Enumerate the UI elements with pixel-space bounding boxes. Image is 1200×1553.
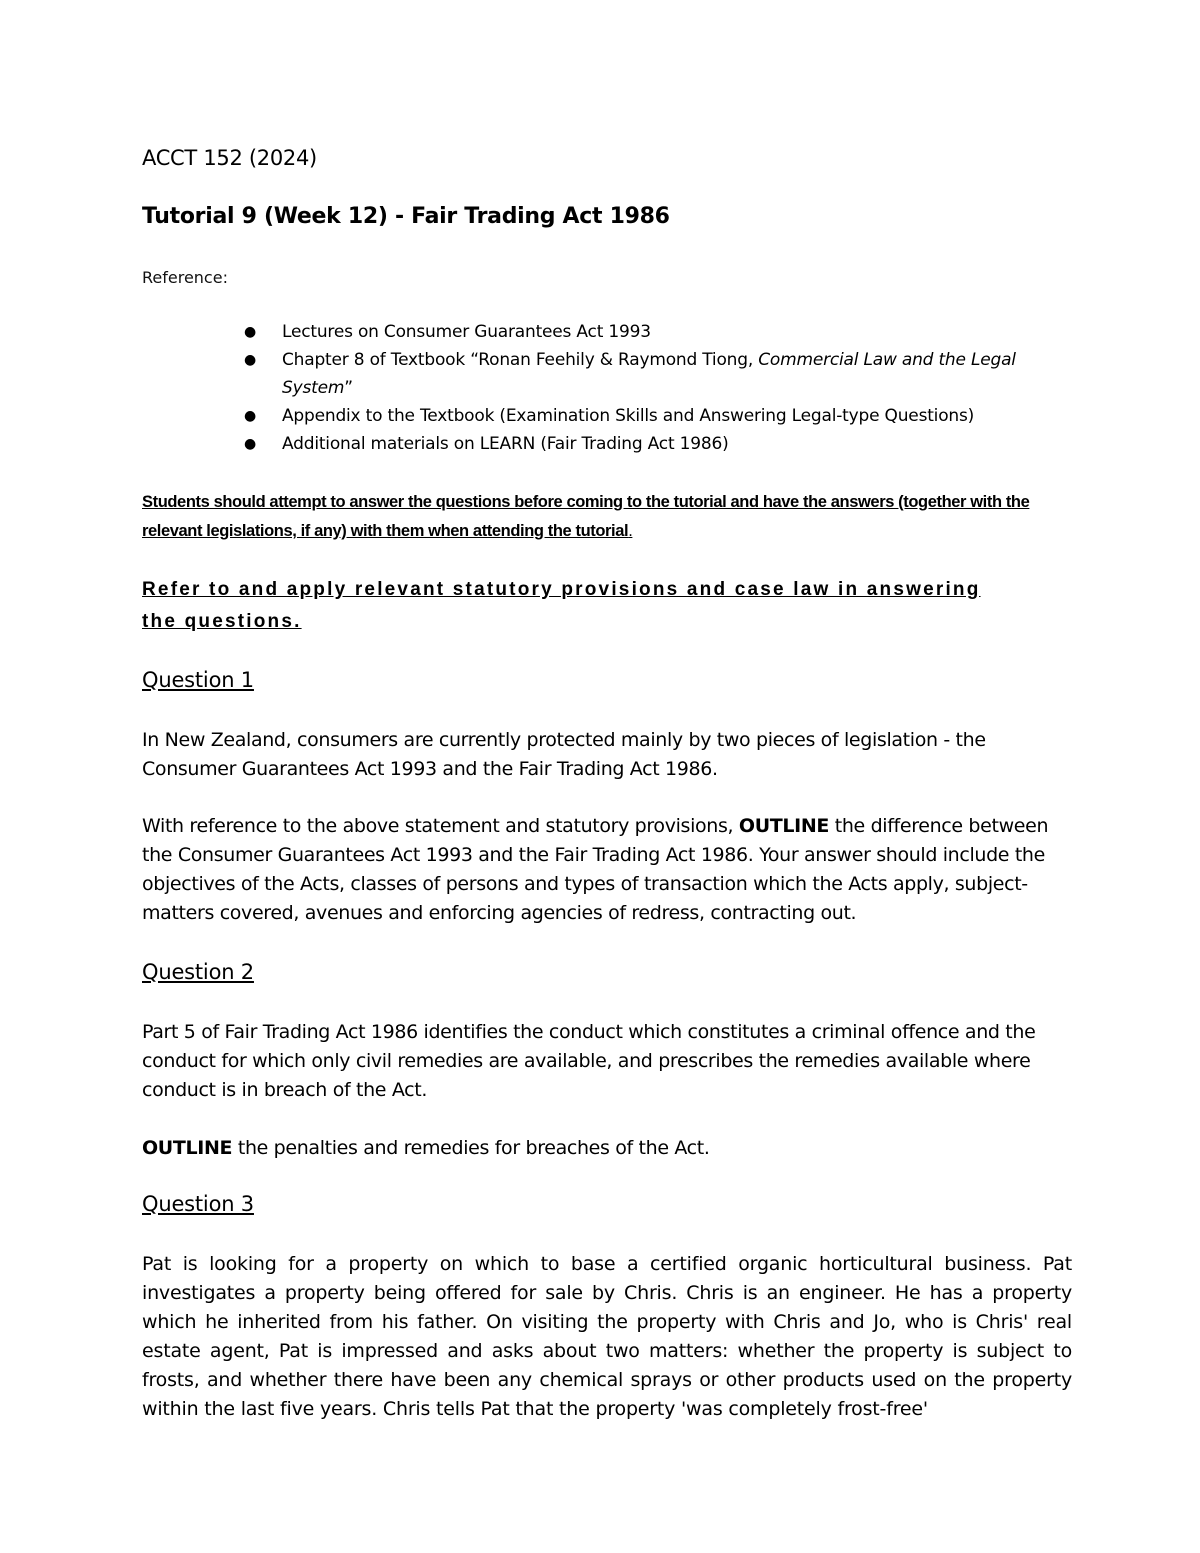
textbook-title: Commercial Law and the Legal System [282, 350, 1016, 398]
attempt-notice-period: . [628, 522, 633, 540]
question-2-task [142, 1134, 1072, 1163]
reference-text-end: ” [344, 378, 353, 398]
page-title: Tutorial 9 (Week 12) - Fair Trading Act 1986 [142, 204, 670, 229]
task-text: the difference between the Consumer Guarantees Act 1993 and the Fair Trading Act 1986. Your answer should include the objectives of the Acts, classes of persons and types of transaction which the Acts apply, subject-matters covered, avenues and enforcing agencies of redress, contracting out. [142, 815, 1049, 924]
reference-label: Reference: [142, 268, 228, 287]
bullet-icon: ● [244, 324, 257, 340]
reference-text: Appendix to the Textbook (Examination Skills and Answering Legal-type Questions) [282, 406, 975, 426]
outline-keyword: OUTLINE [738, 815, 830, 837]
question-2-paragraph: Part 5 of Fair Trading Act 1986 identifies the conduct which constitutes a criminal offence and the conduct for which only civil remedies are available, and prescribes the remedies available where conduct is in breach of the Act. [142, 1021, 1036, 1101]
reference-item [244, 430, 1076, 458]
reference-item [244, 318, 1076, 346]
reference-item [244, 346, 1076, 402]
course-code: ACCT 152 (2024) [142, 146, 317, 170]
attempt-notice-text: Students should attempt to answer the questions before coming to the tutorial and have the answers (together with the relevant legislations, if any) with them when attending the tutorial [142, 493, 1030, 540]
apply-instruction: Refer to and apply relevant statutory provisions and case law in answering the questions. [142, 579, 981, 632]
question-2-heading: Question 2 [142, 960, 254, 984]
reference-list [244, 318, 1076, 458]
task-text: With reference to the above statement and statutory provisions, [142, 815, 739, 837]
attempt-notice [142, 488, 1072, 546]
bullet-icon: ● [244, 408, 257, 424]
question-1-task [142, 812, 1072, 928]
question-3-heading: Question 3 [142, 1192, 254, 1216]
bullet-icon: ● [244, 436, 257, 452]
reference-text: Chapter 8 of Textbook “Ronan Feehily & Raymond Tiong, [282, 350, 759, 370]
bullet-icon: ● [244, 352, 257, 368]
reference-item [244, 402, 1076, 430]
reference-text: Lectures on Consumer Guarantees Act 1993 [282, 322, 651, 342]
task-text: the penalties and remedies for breaches of the Act. [232, 1137, 710, 1159]
question-3-paragraph: Pat is looking for a property on which to base a certified organic horticultural business. Pat investigates a property being offered for sale by Chris. Chris is an engineer. He has a property which he inherited from his father. On visiting the property with Chris and Jo, who is Chris' real estate agent, Pat is impressed and asks about two matters: whether the property is subject to frosts, and whether there have been any chemical sprays or other products used on the property within the last five years. Chris tells Pat that the property 'was completely frost-free' [142, 1253, 1072, 1420]
question-1-paragraph: In New Zealand, consumers are currently protected mainly by two pieces of legislation - the Consumer Guarantees Act 1993 and the Fair Trading Act 1986. [142, 729, 986, 780]
question-1-heading: Question 1 [142, 668, 254, 692]
outline-keyword: OUTLINE [142, 1137, 233, 1159]
reference-text: Additional materials on LEARN (Fair Trading Act 1986) [282, 434, 729, 454]
